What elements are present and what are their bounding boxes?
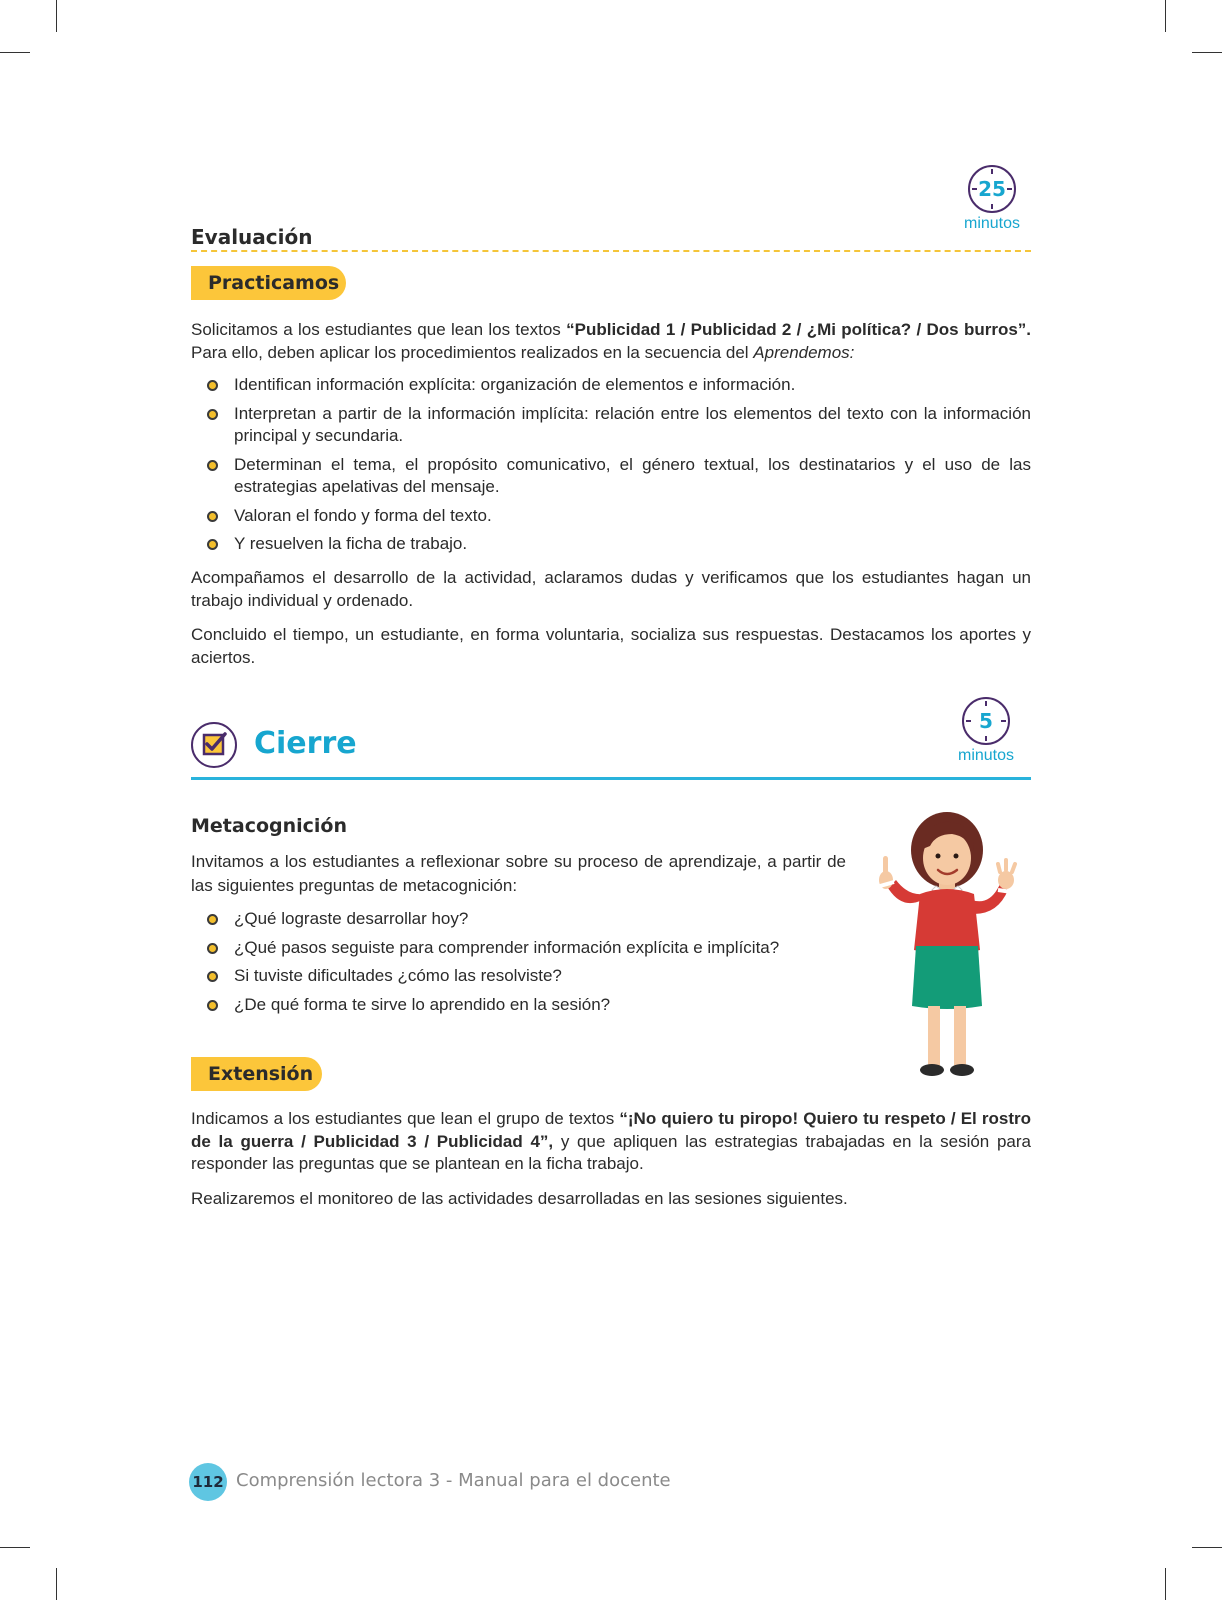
metacognicion-intro: Invitamos a los estudiantes a reflexionar sobre su proceso de aprendizaje, a partir de las siguientes preguntas de metacognición: bbox=[191, 852, 846, 895]
clock-icon bbox=[962, 697, 1010, 745]
list-item: Si tuviste dificultades ¿cómo las resolviste? bbox=[191, 965, 851, 988]
extension-paragraph: Indicamos a los estudiantes que lean el grupo de textos “¡No quiero tu piropo! Quiero tu respeto / El rostro de la guerra / Publicidad 3 / Publicidad 4”, y que apliquen las estrategias trabajadas en la sesión para responder las preguntas que se plantean en la ficha trabajo. bbox=[191, 1109, 1032, 1173]
bullet-dot-icon bbox=[207, 971, 218, 982]
practicamos-badge: Practicamos bbox=[191, 266, 346, 300]
crop-mark bbox=[56, 0, 57, 32]
evaluacion-bullet-list bbox=[191, 374, 1031, 562]
bullet-dot-icon bbox=[207, 511, 218, 522]
section-divider bbox=[191, 777, 1031, 780]
evaluacion-paragraph: Concluido el tiempo, un estudiante, en forma voluntaria, socializa sus respuestas. Destacamos los aportes y aciertos. bbox=[191, 625, 1031, 667]
extension-paragraph: Realizaremos el monitoreo de las actividades desarrolladas en las sesiones siguientes. bbox=[191, 1189, 848, 1208]
bullet-dot-icon bbox=[207, 943, 218, 954]
metacognicion-bullet-list bbox=[191, 908, 851, 1022]
crop-mark bbox=[0, 1547, 30, 1548]
evaluacion-intro: Solicitamos a los estudiantes que lean los textos “Publicidad 1 / Publicidad 2 / ¿Mi política? / Dos burros”. Para ello, deben aplicar los procedimientos realizados en la secuencia del Aprendemos: bbox=[191, 320, 1032, 362]
bullet-dot-icon bbox=[207, 914, 218, 925]
list-item: Interpretan a partir de la información implícita: relación entre los elementos del texto con la información principal y secundaria. bbox=[191, 403, 1031, 448]
clock-icon bbox=[968, 165, 1016, 213]
list-item: Determinan el tema, el propósito comunicativo, el género textual, los destinatarios y el uso de las estrategias apelativas del mensaje. bbox=[191, 454, 1031, 499]
bullet-dot-icon bbox=[207, 1000, 218, 1011]
crop-mark bbox=[56, 1568, 57, 1600]
evaluacion-heading: Evaluación bbox=[191, 225, 313, 249]
list-item: ¿De qué forma te sirve lo aprendido en la sesión? bbox=[191, 994, 851, 1017]
teacher-illustration bbox=[870, 810, 1040, 1090]
timer-unit: minutos bbox=[957, 747, 1015, 764]
metacognicion-heading: Metacognición bbox=[191, 815, 348, 837]
list-item: Valoran el fondo y forma del texto. bbox=[191, 505, 1031, 528]
page-number: 112 bbox=[192, 1473, 224, 1491]
list-item: ¿Qué lograste desarrollar hoy? bbox=[191, 908, 851, 931]
timer-unit: minutos bbox=[963, 215, 1021, 232]
cierre-heading: Cierre bbox=[254, 726, 357, 761]
page-number-badge bbox=[189, 1463, 227, 1501]
bullet-dot-icon bbox=[207, 539, 218, 550]
section-divider-dashed bbox=[191, 250, 1031, 252]
crop-mark bbox=[1192, 1547, 1222, 1548]
list-item: Identifican información explícita: organización de elementos e información. bbox=[191, 374, 1031, 397]
timer-value: 5 bbox=[979, 709, 993, 733]
evaluacion-paragraph: Acompañamos el desarrollo de la actividad, aclaramos dudas y verificamos que los estudiantes hagan un trabajo individual y ordenado. bbox=[191, 568, 1031, 610]
bullet-dot-icon bbox=[207, 409, 218, 420]
checkbox-icon bbox=[191, 722, 237, 768]
crop-mark bbox=[1192, 52, 1222, 53]
timer-cierre bbox=[946, 697, 1026, 765]
crop-mark bbox=[1165, 0, 1166, 32]
crop-mark bbox=[0, 52, 30, 53]
footer-title: Comprensión lectora 3 - Manual para el docente bbox=[236, 1470, 671, 1491]
extension-badge: Extensión bbox=[191, 1057, 322, 1091]
list-item: Y resuelven la ficha de trabajo. bbox=[191, 533, 1031, 556]
timer-value: 25 bbox=[978, 177, 1006, 201]
bullet-dot-icon bbox=[207, 380, 218, 391]
timer-evaluacion bbox=[952, 165, 1032, 233]
crop-mark bbox=[1165, 1568, 1166, 1600]
list-item: ¿Qué pasos seguiste para comprender información explícita e implícita? bbox=[191, 937, 851, 960]
bullet-dot-icon bbox=[207, 460, 218, 471]
